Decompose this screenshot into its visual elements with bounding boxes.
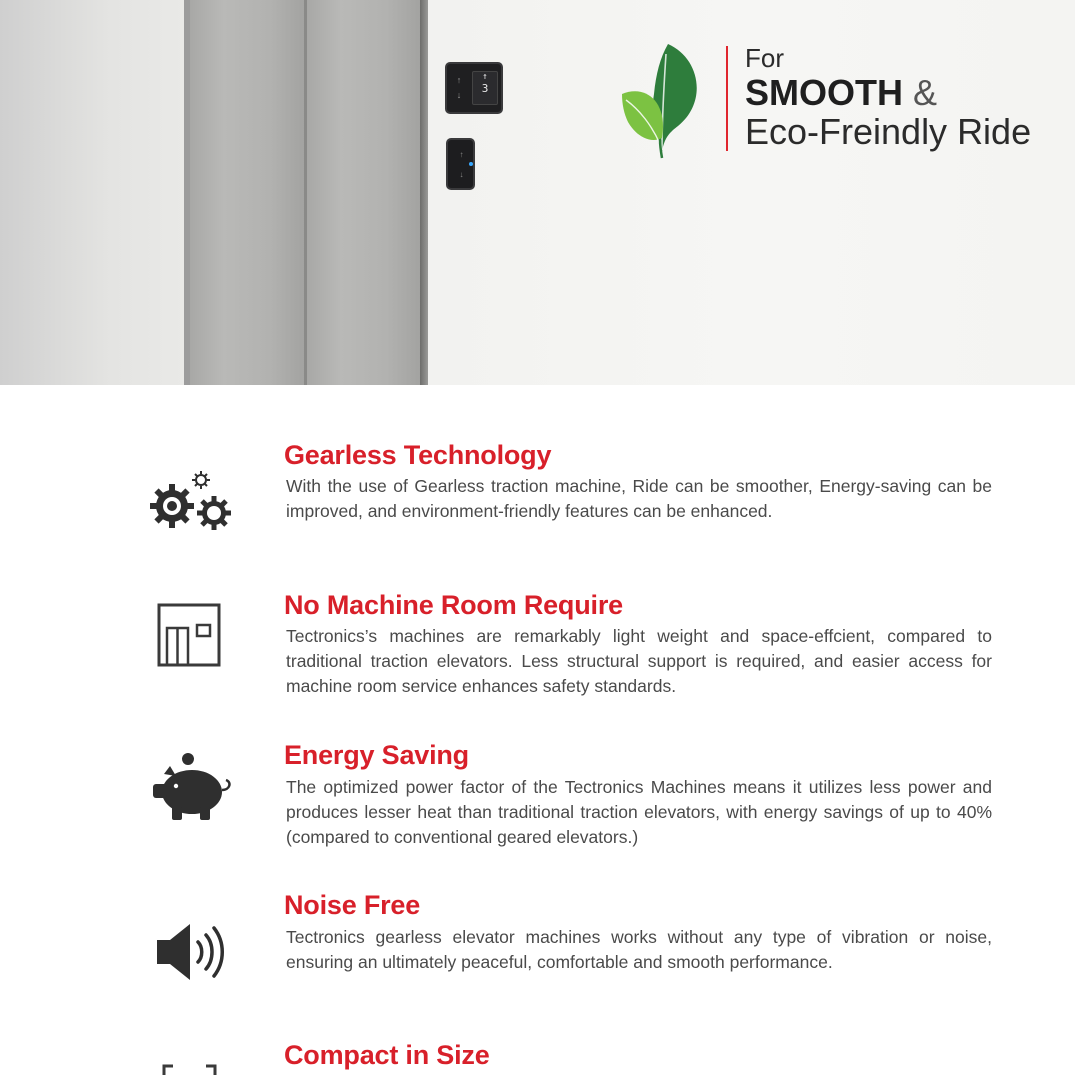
- up-arrow-icon: ↑: [456, 75, 462, 85]
- feature-title: No Machine Room Require: [284, 590, 623, 620]
- machine-room-icon: [140, 590, 240, 690]
- call-indicator-led: [469, 162, 473, 166]
- lobby-wall: [0, 0, 185, 385]
- tagline-ampersand: &: [913, 72, 938, 113]
- gears-icon: [140, 450, 240, 550]
- feature-title: Noise Free: [284, 890, 421, 920]
- feature-description: Tectronics’s machines are remarkably light weight and space-effcient, compared to traditional traction elevators. Less structural support is required, and easier access for machine room service enhances safety standards.: [286, 626, 992, 696]
- speaker-icon: [140, 902, 240, 1002]
- floor-screen: [472, 71, 498, 105]
- tagline-smooth: SMOOTH: [745, 72, 903, 113]
- compact-size-icon: [140, 1040, 240, 1075]
- down-arrow-icon: ↓: [456, 90, 462, 100]
- leaf-logo-icon: [620, 40, 705, 160]
- elevator-door-seam: [304, 0, 307, 385]
- direction-arrows: [454, 73, 464, 103]
- gear-large: [150, 484, 194, 528]
- gear-small: [192, 471, 210, 489]
- screen-up-arrow-icon: ↑: [482, 72, 488, 82]
- elevator-door-edge: [420, 0, 428, 385]
- feature-title: Energy Saving: [284, 740, 469, 770]
- tagline-divider: [726, 46, 728, 151]
- feature-description: With the use of Gearless traction machine, Ride can be smoother, Energy-saving can be improved, and environment-friendly features can be enhanced.: [286, 476, 992, 521]
- piggy-bank-icon: [140, 740, 240, 840]
- feature-description: Tectronics gearless elevator machines works without any type of vibration or noise, ensuring an ultimately peaceful, comfortable and smooth performance.: [286, 927, 992, 972]
- feature-title: Gearless Technology: [284, 440, 552, 470]
- elevator-door-right: [307, 0, 420, 385]
- hero-tagline: [745, 42, 1031, 152]
- elevator-door-left: [190, 0, 304, 385]
- floor-number: 3: [481, 82, 489, 95]
- tagline-line-3: Eco-Freindly Ride: [745, 111, 1032, 152]
- feature-title: Compact in Size: [284, 1040, 490, 1070]
- tagline-line-1: For: [745, 43, 784, 73]
- feature-compact-size: [0, 1040, 1075, 1075]
- floor-indicator-panel: [445, 62, 503, 114]
- gear-medium: [197, 496, 231, 530]
- call-button-panel: [446, 138, 475, 190]
- call-down-icon: ↓: [459, 170, 464, 179]
- feature-description: The optimized power factor of the Tectronics Machines means it utilizes less power and produces lesser heat than traditional traction elevators, with energy savings of up to 40% (compared to conventional geared elevators.): [286, 777, 992, 847]
- tagline-line-2: [745, 74, 1031, 112]
- call-up-icon: ↑: [459, 150, 464, 159]
- hero-banner: [0, 0, 1075, 385]
